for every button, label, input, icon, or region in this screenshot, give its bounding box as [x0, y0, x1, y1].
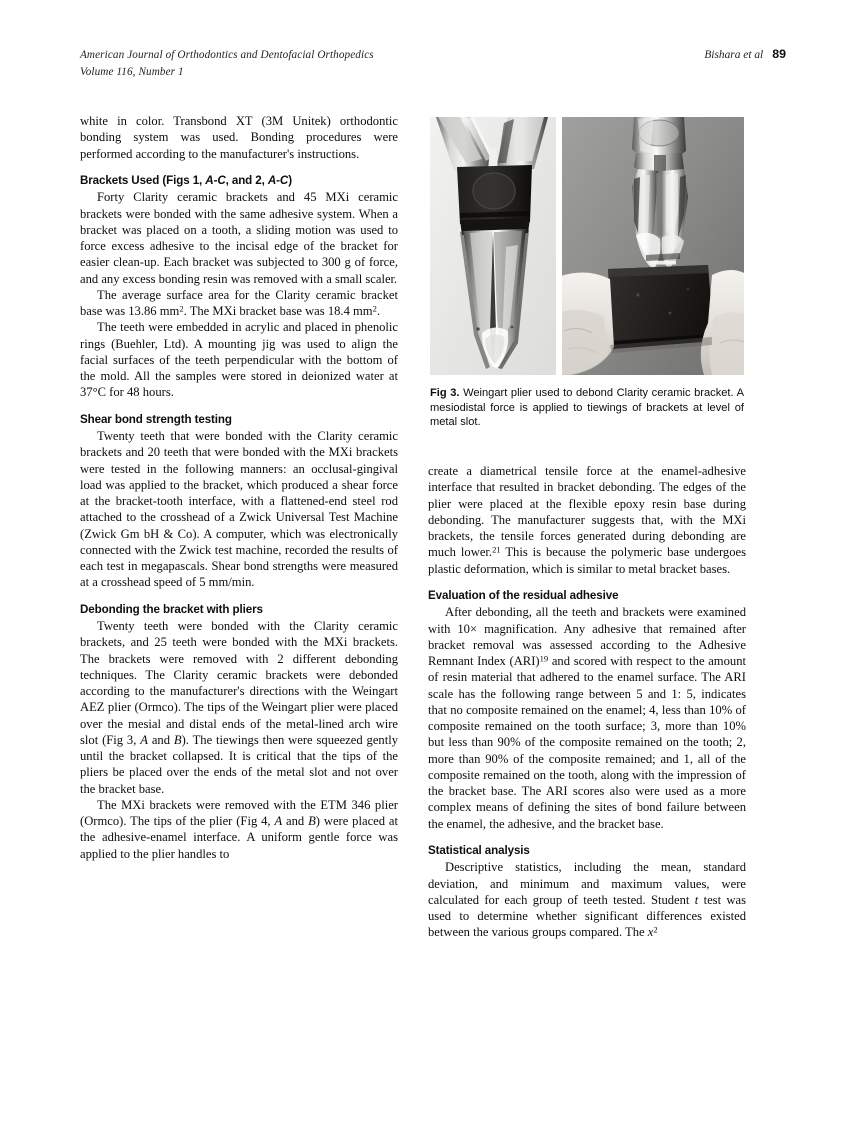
figure-ref-4a: A: [274, 814, 283, 828]
figure-3-photo-row: [430, 117, 744, 375]
figure-3: [430, 117, 744, 430]
paragraph-brackets-1: Forty Clarity ceramic brackets and 45 MXi ceramic brackets were bonded with the same adhesive system. When a bracket was placed on a tooth, a sliding motion was used to force excess adhesive to the incisal edge of the bracket for easier clean-up. Each bracket was subjected to 300 g of force, and any excess bonding resin was removed with a small scaler.: [80, 190, 398, 286]
paragraph-debonding-1-mid: and: [147, 732, 174, 747]
paragraph-continued-right-post: This is because the polymeric base undergoes plastic deformation, which is similar to metal bracket bases.: [428, 545, 746, 576]
paragraph-debonding-1-pre: Twenty teeth were bonded with the Clarity ceramic brackets, and 25 teeth were bonded with the MXi brackets. The brackets were removed with 2 different debonding techniques. The Clarity ceramic brackets were debonded according to the manufacturer's directions with the Weingart AEZ plier (Ormco). The tips of the Weingart plier were placed over the mesial and distal ends of the metal-lined arch wire slot (Fig 3,: [80, 619, 398, 747]
paragraph-statistical-pre: Descriptive statistics, including the mean, standard deviation, and minimum and maximum values, were calculated for each group of teeth tested. Student: [428, 860, 746, 907]
heading-brackets-used-middle: , and 2,: [225, 174, 268, 188]
paragraph-continued-from-previous-page: white in color. Transbond XT (3M Unitek) orthodontic bonding system was used. Bonding procedures were performed according to the manufacturer's instructions.: [80, 114, 398, 161]
paragraph-debonding-2-post: ) were placed at the adhesive-enamel interface. A uniform gentle force was applied to the plier handles to: [80, 814, 399, 861]
figure-3-caption: [430, 386, 744, 430]
heading-statistical-analysis: Statistical analysis: [428, 844, 530, 858]
paragraph-brackets-3: The teeth were embedded in acrylic and placed in phenolic rings (Buehler, Ltd). A mounting jig was used to align the facial surfaces of the teeth perpendicular with the bottom of the mold. All the samples were stored in deionized water at 37°C for 48 hours.: [80, 320, 398, 400]
paragraph-brackets-2-post: .: [376, 304, 381, 318]
citation-21: 21: [492, 544, 501, 555]
statistic-chi-exponent: 2: [653, 924, 658, 935]
paragraph-debonding-2-pre: The MXi brackets were removed with the ETM 346 plier (Ormco). The tips of the plier (Fig 4,: [80, 797, 398, 828]
heading-evaluation-of-residual-adhesive: Evaluation of the residual adhesive: [428, 589, 619, 603]
paragraph-evaluation-post: and scored with respect to the amount of resin material that adhered to the enamel surface. The ARI scale has the following range between 5 and 1: 5, indicates that no composite remained on the enamel; 4, less than 10% of composite remained on the tooth surface; 3, more than 10% but less than 90% of the composite remained on the tooth; 2, more than 90% of the composite remained; and 1, all of the composite remained on the tooth, along with the impression of the bracket base. The ARI scores also were used as a more complex means of defining the sites of bond failure between the enamel, the adhesive, and the bracket base.: [428, 654, 746, 831]
paragraph-evaluation-pre: After debonding, all the teeth and brackets were examined with 10× magnification. Any adhesive that remained after bracket removal was assessed according to the Adhesive Remnant Index (ARI): [428, 605, 746, 668]
figure-3-caption-text: Weingart plier used to debond Clarity ceramic bracket. A mesiodistal force is applied to tiewings of brackets at level of metal slot.: [430, 387, 744, 429]
running-head-authors: Bishara et al: [704, 49, 764, 61]
statistic-chi: x: [647, 925, 654, 940]
superscript-mm2-b: 2: [372, 303, 377, 314]
figure-ref-3a: A: [140, 732, 148, 747]
statistic-t: t: [694, 892, 699, 907]
heading-brackets-used-prefix: Brackets Used (Figs 1,: [80, 174, 206, 188]
paragraph-evaluation: [428, 604, 746, 832]
paragraph-brackets-2-mid: . The MXi bracket base was 18.4 mm: [183, 304, 373, 318]
running-head: [80, 47, 786, 81]
figure-ref-4b: B: [308, 814, 316, 828]
plier-tips-photo-svg: [430, 117, 556, 375]
heading-brackets-used-suffix: ): [288, 174, 292, 188]
running-head-journal-line1: American Journal of Orthodontics and Dentofacial Orthopedics: [80, 49, 374, 61]
paragraph-brackets-2: [80, 287, 398, 320]
running-head-journal-line2: Volume 116, Number 1: [80, 65, 184, 78]
citation-19: 19: [539, 653, 549, 664]
running-head-journal: [80, 47, 374, 80]
paragraph-statistical: [428, 859, 746, 940]
heading-shear-bond-strength-testing: Shear bond strength testing: [80, 413, 232, 426]
superscript-mm2-a: 2: [179, 303, 184, 314]
paragraph-continued-right-pre: create a diametrical tensile force at the enamel-adhesive interface that resulted in bracket debonding. The edges of the plier were placed at the flexible epoxy resin base during debonding. The manufacturer suggests that, with the MXi brackets, the tensile forces generated during debonding are much lower.: [428, 464, 746, 560]
heading-brackets-used-italic-2: A-C: [267, 174, 289, 188]
paragraph-statistical-mid: test was used to determine whether significant differences existed between the various groups compared. The: [428, 892, 746, 940]
figure-ref-3b: B: [173, 732, 182, 747]
figure-3-photo-b: [562, 117, 744, 375]
figure-3-caption-label: Fig 3.: [430, 387, 460, 399]
page-number: 89: [772, 47, 786, 61]
paragraph-debonding-2: [80, 797, 398, 862]
paragraph-shear-bond: Twenty teeth that were bonded with the Clarity ceramic brackets and 20 teeth that were bonded with the MXi brackets were tested in the following manners: an occlusal-gingival load was applied to the bracket, which produced a shear force at the bracket-tooth interface, with a flattened-end steel rod attached to the crosshead of a Zwick Universal Test Machine (Zwick Gm bH & Co). A computer, which was electronically connected with the Zwick test machine, recorded the results of each test in megapascals. Shear bond strengths were measured at a crosshead speed of 5 mm/min.: [80, 429, 398, 590]
paragraph-brackets-2-pre: The average surface area for the Clarity ceramic bracket base was 13.86 mm: [80, 287, 398, 318]
heading-brackets-used: [80, 173, 398, 188]
left-column: [80, 113, 398, 862]
heading-debonding-the-bracket-with-pliers: Debonding the bracket with pliers: [80, 603, 263, 616]
paragraph-continued-right: [428, 463, 746, 577]
running-head-authors-block: [704, 47, 786, 61]
heading-brackets-used-italic-1: A-C: [205, 174, 226, 188]
paragraph-debonding-2-mid: and: [282, 814, 309, 828]
paragraph-debonding-1: [80, 618, 398, 797]
paragraph-debonding-1-post: ). The tiewings then were squeezed gently until the bracket collapsed. It is critical that the tips of the pliers be placed over the ends of the metal slot and not over the bracket base.: [80, 732, 398, 796]
figure-3-photo-a: [430, 117, 556, 375]
plier-in-hand-photo-svg: [562, 117, 744, 375]
right-column: [428, 463, 746, 941]
